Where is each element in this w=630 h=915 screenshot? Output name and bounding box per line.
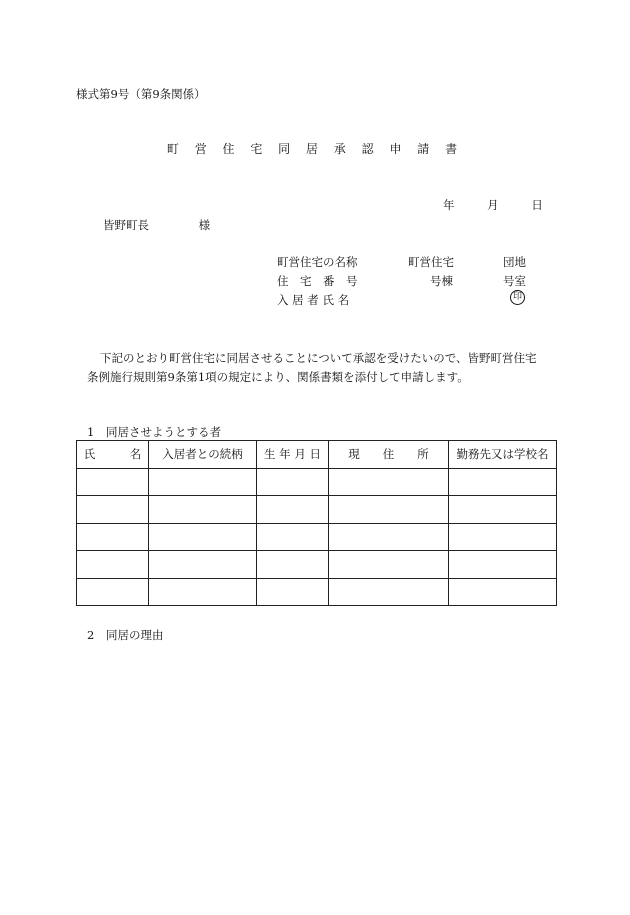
date-month: 月 [487,198,499,212]
resident-name-label: 入 居 者 氏 名 [277,293,350,307]
table-cell[interactable] [329,551,449,579]
table-row [77,523,557,551]
application-statement [87,349,567,387]
document-title: 町 営 住 宅 同 居 承 認 申 請 書 [166,142,464,156]
table-cell[interactable] [77,468,149,496]
table-row [77,468,557,496]
date-row [443,197,543,213]
seal-mark: 印 [510,290,525,305]
table-row [77,551,557,579]
section-1-heading [87,424,221,440]
table-cell[interactable] [449,551,557,579]
header-workplace-school: 勤務先又は学校名 [449,441,557,469]
room-number-label: 住 宅 番 号 [277,274,358,288]
housing-name-value: 町営住宅 [408,255,454,269]
table-cell[interactable] [257,496,329,524]
header-birthdate: 生 年 月 日 [257,441,329,469]
addressee-honorific: 様 [198,218,211,232]
table-cell[interactable] [449,578,557,606]
section-2-heading [87,627,164,643]
table-cell[interactable] [329,468,449,496]
table-cell[interactable] [449,496,557,524]
room-label: 号室 [503,274,526,288]
date-year: 年 [443,198,455,212]
table-cell[interactable] [329,496,449,524]
table-cell[interactable] [149,551,257,579]
addressee-name: 皆野町長 [103,218,149,232]
table-cell[interactable] [449,523,557,551]
table-cell[interactable] [149,468,257,496]
table-row [77,496,557,524]
table-cell[interactable] [77,551,149,579]
table-cell[interactable] [77,578,149,606]
section-1-title: 同居させようとする者 [106,425,221,439]
form-number: 様式第9号（第9条関係） [76,87,206,101]
table-cell[interactable] [257,551,329,579]
statement-line-2: 条例施行規則第9条第1項の規定により、関係書類を添付して申請します。 [87,370,469,384]
table-cell[interactable] [329,578,449,606]
table-row [77,578,557,606]
statement-line-1: 下記のとおり町営住宅に同居させることについて承認を受けたいので、皆野町営住宅 [100,351,537,365]
header-name: 氏 名 [77,441,149,469]
housing-name-label: 町営住宅の名称 [277,255,358,269]
table-cell[interactable] [77,523,149,551]
header-address: 現 住 所 [329,441,449,469]
table-cell[interactable] [329,523,449,551]
section-2-title: 同居の理由 [106,628,164,642]
table-cell[interactable] [257,523,329,551]
co-resident-table [76,440,557,606]
table-header-row [77,441,557,469]
table-cell[interactable] [149,523,257,551]
section-1-number: 1 [87,425,95,439]
table-cell[interactable] [449,468,557,496]
date-day: 日 [531,198,543,212]
building-label: 号棟 [430,274,453,288]
table-cell[interactable] [149,496,257,524]
table-cell[interactable] [257,468,329,496]
header-relationship: 入居者との続柄 [149,441,257,469]
danchi-label: 団地 [503,255,526,269]
table-cell[interactable] [257,578,329,606]
addressee [103,217,210,233]
section-2-number: 2 [87,628,95,642]
table-cell[interactable] [149,578,257,606]
table-cell[interactable] [77,496,149,524]
